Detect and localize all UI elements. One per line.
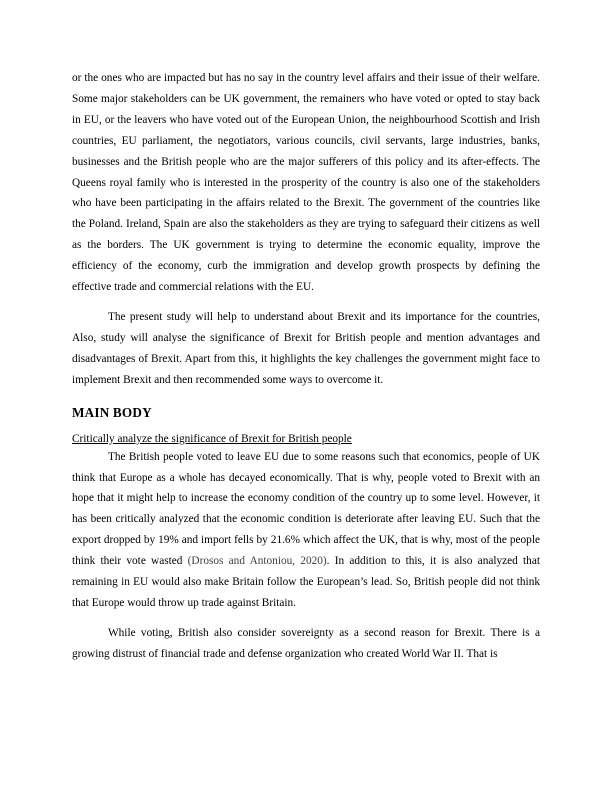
body-paragraph-sovereignty: While voting, British also consider sovereignty as a second reason for Brexit. There is a growing distrust of financial trade and defense organization who created World War II. That is <box>72 626 540 660</box>
subheading-significance-of-brexit: Critically analyze the significance of Brexit for British people <box>72 432 352 445</box>
citation-drosos-antoniou: (Drosos and Antoniou, 2020) <box>187 555 327 568</box>
paragraph-text-before-citation: The British people voted to leave EU due to some reasons such that economics, people of UK think that Europe as a whole has decayed economically. That is why, people voted to Brexit with an hope that it might help to increase the economy condition of the country up to some level. However, it has been critically analyzed that the economic condition is deteriorate after leaving EU. Such that the export dropped by 19% and import fells by 21.6% which affect the UK, that is why, most of the people think their vote wasted <box>72 450 540 568</box>
body-paragraph-economic-reasons <box>72 447 540 614</box>
paragraph-text-after-citation: . In addition to this, it is also analyzed that remaining in EU would also make Britain follow the European’s lead. So, British people did not think that Europe would throw up trade against Britain. <box>72 555 540 609</box>
document-page <box>72 68 540 665</box>
section-heading-main-body: MAIN BODY <box>72 404 152 420</box>
body-paragraph-stakeholders: or the ones who are impacted but has no say in the country level affairs and their issue of their welfare. Some major stakeholders can be UK government, the remainers who have voted or opted to stay back in EU, or the leavers who have voted out of the European Union, the neighbourhood Scottish and Irish countries, EU parliament, the negotiators, various councils, civil servants, large industries, banks, businesses and the British people who are the major sufferers of this policy and its after-effects. The Queens royal family who is interested in the prosperity of the country is also one of the stakeholders who have been participating in the affairs related to the Brexit. The government of the countries like the Poland. Ireland, Spain are also the stakeholders as they are trying to safeguard their citizens as well as the borders. The UK government is trying to determine the economic equality, improve the efficiency of the economy, curb the immigration and develop growth prospects by defining the effective trade and commercial relations with the EU. <box>72 72 540 294</box>
body-paragraph-study-purpose: The present study will help to understand about Brexit and its importance for the countries, Also, study will analyse the significance of Brexit for British people and mention advantages and disadvantages of Brexit. Apart from this, it highlights the key challenges the government might face to implement Brexit and then recommended some ways to overcome it. <box>72 310 540 386</box>
